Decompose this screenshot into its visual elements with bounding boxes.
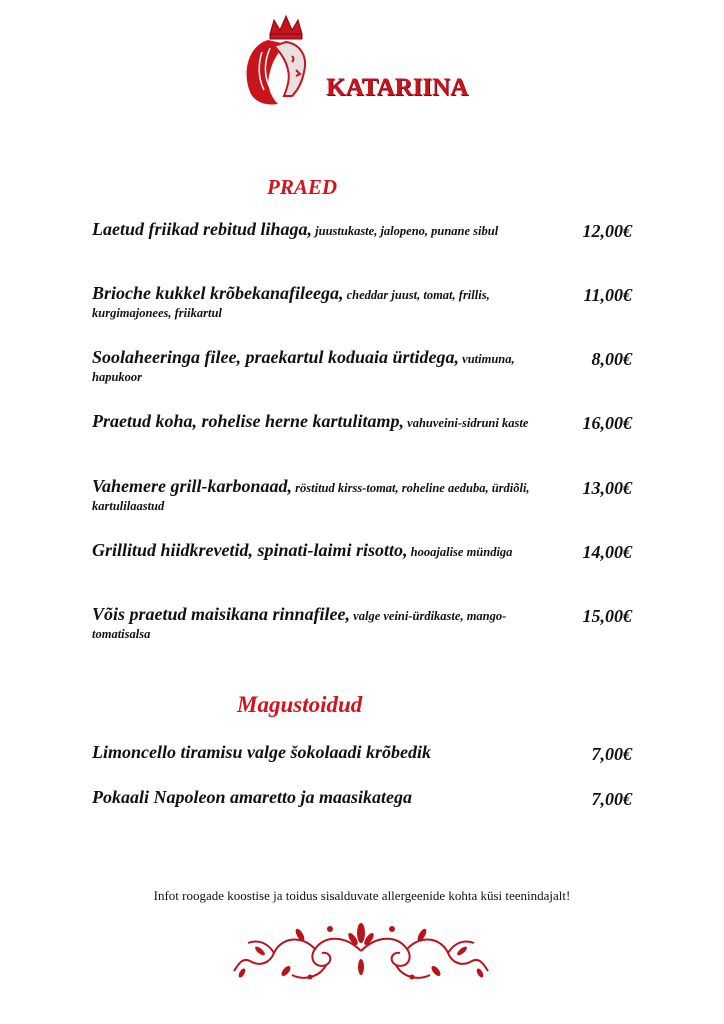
menu-item (92, 349, 632, 386)
menu-item (92, 221, 632, 240)
item-price: 7,00€ (591, 789, 632, 809)
item-name: Võis praetud maisikana rinnafilee, (92, 604, 351, 624)
item-price: 12,00€ (582, 221, 632, 241)
item-description: röstitud kirss-tomat, roheline aeduba, ürdiõli, kartulilaastud (92, 481, 530, 513)
item-name: Limoncello tiramisu valge šokolaadi krõbedik (92, 742, 431, 762)
item-description: juustukaste, jalopeno, punane sibul (312, 224, 499, 238)
menu-item (92, 285, 632, 322)
floral-ornament-icon (230, 915, 492, 987)
item-description: valge veini-ürdikaste, mango-tomatisalsa (92, 609, 507, 641)
item-price: 7,00€ (591, 744, 632, 764)
item-name: Soolaheeringa filee, praekartul koduaia ürtidega, (92, 347, 460, 367)
menu-item (92, 789, 632, 807)
item-price: 14,00€ (582, 542, 632, 562)
menu-item (92, 413, 632, 432)
menu-item (92, 744, 632, 762)
item-description: vutimuna, hapukoor (92, 352, 515, 384)
item-name: Grillitud hiidkrevetid, spinati-laimi risotto, (92, 540, 408, 560)
section-title-magustoidud: Magustoidud (237, 692, 363, 717)
brand-name: KATARIINA (326, 74, 469, 101)
allergen-note: Infot roogade koostise ja toidus sisalduvate allergeenide kohta küsi teenindajalt! (153, 888, 571, 903)
item-price: 15,00€ (582, 606, 632, 626)
item-price: 11,00€ (583, 285, 632, 305)
menu-item (92, 542, 632, 561)
item-name: Praetud koha, rohelise herne kartulitamp, (92, 411, 405, 431)
item-price: 16,00€ (582, 413, 632, 433)
item-name: Pokaali Napoleon amaretto ja maasikatega (92, 787, 412, 807)
menu-item (92, 478, 632, 515)
item-description: vahuveini-sidruni kaste (404, 416, 529, 430)
item-name: Laetud friikad rebitud lihaga, (92, 219, 313, 239)
menu-item (92, 606, 632, 643)
item-name: Vahemere grill-karbonaad, (92, 476, 293, 496)
item-price: 13,00€ (582, 478, 632, 498)
item-price: 8,00€ (591, 349, 632, 369)
item-name: Brioche kukkel krõbekanafileega, (92, 283, 344, 303)
item-description: hooajalise mündiga (407, 545, 513, 559)
brand-logo (240, 12, 485, 107)
section-title-praed: PRAED (267, 175, 338, 199)
item-description: cheddar juust, tomat, frillis, kurgimajonees, friikartul (92, 288, 490, 320)
queen-crown-logo-icon (240, 12, 330, 107)
